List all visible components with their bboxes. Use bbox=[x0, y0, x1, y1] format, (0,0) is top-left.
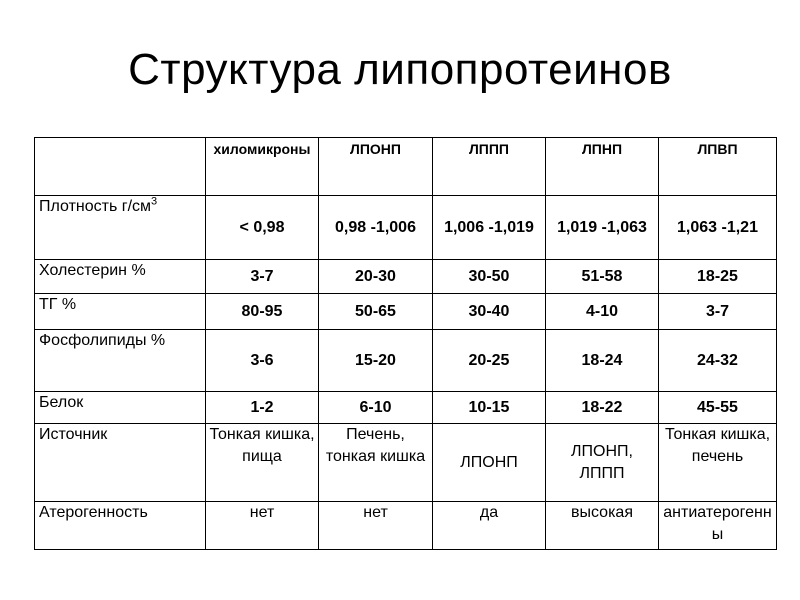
table-cell: высокая bbox=[546, 502, 659, 550]
table-cell: 1-2 bbox=[206, 392, 319, 424]
table-row-density bbox=[35, 196, 777, 260]
table-cell: 30-40 bbox=[433, 294, 546, 330]
table-cell: ЛПОНП bbox=[433, 424, 546, 502]
column-header: ЛПНП bbox=[546, 138, 659, 196]
table-row-protein bbox=[35, 392, 777, 424]
table-cell: 18-24 bbox=[546, 330, 659, 392]
column-header: ЛПОНП bbox=[319, 138, 433, 196]
table-cell: 10-15 bbox=[433, 392, 546, 424]
table-cell: антиатерогенны bbox=[659, 502, 777, 550]
table-cell: 0,98 -1,006 bbox=[319, 196, 433, 260]
column-header: ЛППП bbox=[433, 138, 546, 196]
table-cell: нет bbox=[319, 502, 433, 550]
table-cell: 1,063 -1,21 bbox=[659, 196, 777, 260]
table-cell: 30-50 bbox=[433, 260, 546, 294]
table-row-source bbox=[35, 424, 777, 502]
row-label: Плотность $г/см^3$ bbox=[35, 196, 206, 260]
table-cell: 3-6 bbox=[206, 330, 319, 392]
header-row bbox=[35, 138, 777, 196]
table-cell: 20-25 bbox=[433, 330, 546, 392]
table-row-cholesterol bbox=[35, 260, 777, 294]
table-cell: 18-22 bbox=[546, 392, 659, 424]
table-row-tg bbox=[35, 294, 777, 330]
table-cell: 1,006 -1,019 bbox=[433, 196, 546, 260]
table-cell: нет bbox=[206, 502, 319, 550]
header-corner-cell bbox=[35, 138, 206, 196]
slide-title: Структура липопротеинов bbox=[128, 45, 672, 94]
table-cell: 3-7 bbox=[659, 294, 777, 330]
row-label: ТГ % bbox=[35, 294, 206, 330]
table-cell: да bbox=[433, 502, 546, 550]
table-cell: 80-95 bbox=[206, 294, 319, 330]
table-cell: < 0,98 bbox=[206, 196, 319, 260]
table-cell: 18-25 bbox=[659, 260, 777, 294]
row-label: Источник bbox=[35, 424, 206, 502]
table-cell: 1,019 -1,063 bbox=[546, 196, 659, 260]
table-cell: Тонкая кишка, печень bbox=[659, 424, 777, 502]
table-cell: 3-7 bbox=[206, 260, 319, 294]
table-cell: 6-10 bbox=[319, 392, 433, 424]
column-header: ЛПВП bbox=[659, 138, 777, 196]
table-cell: 51-58 bbox=[546, 260, 659, 294]
table-cell: Тонкая кишка, пища bbox=[206, 424, 319, 502]
table-cell: 15-20 bbox=[319, 330, 433, 392]
column-header: хиломикроны bbox=[206, 138, 319, 196]
table-cell: 45-55 bbox=[659, 392, 777, 424]
row-label: Холестерин % bbox=[35, 260, 206, 294]
table-cell: 20-30 bbox=[319, 260, 433, 294]
table-cell: 4-10 bbox=[546, 294, 659, 330]
lipoprotein-table bbox=[34, 137, 777, 550]
table-cell: 50-65 bbox=[319, 294, 433, 330]
table-cell: Печень, тонкая кишка bbox=[319, 424, 433, 502]
table-cell: ЛПОНП, ЛППП bbox=[546, 424, 659, 502]
row-label: Фосфолипиды % bbox=[35, 330, 206, 392]
row-label: Белок bbox=[35, 392, 206, 424]
table-row-atherogenicity bbox=[35, 502, 777, 550]
row-label: Атерогенность bbox=[35, 502, 206, 550]
table-row-phospholipids bbox=[35, 330, 777, 392]
table-cell: 24-32 bbox=[659, 330, 777, 392]
